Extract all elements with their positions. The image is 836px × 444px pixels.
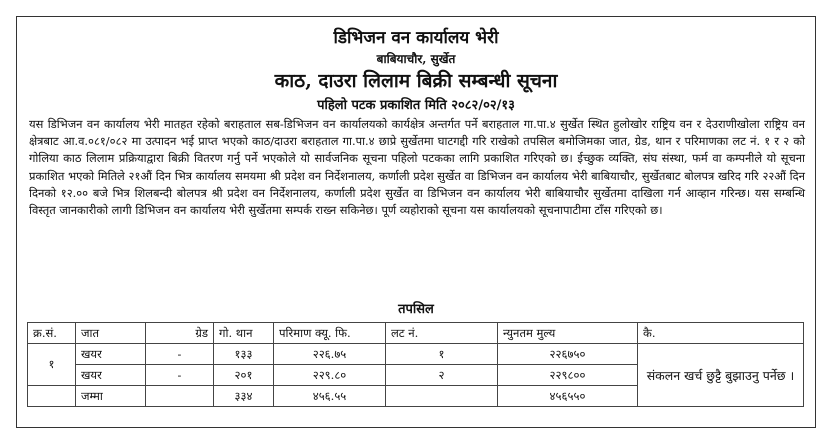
header-min-price: न्युनतम मुल्य [498, 323, 638, 344]
publication-date: पहिलो पटक प्रकाशित मिति २०८२/०२/१३ [317, 98, 515, 113]
notice-body [29, 116, 805, 219]
table-header-row [28, 323, 804, 344]
total-min-price: ४५६५५० [498, 386, 638, 407]
table-row [28, 344, 804, 365]
logs-cell: १३३ [214, 344, 274, 365]
header-volume: परिमाण क्यू. फि. [274, 323, 386, 344]
total-empty-cell [28, 386, 76, 407]
notice-frame [16, 16, 816, 428]
header-species: जात [76, 323, 146, 344]
header-serial: क्र.सं. [28, 323, 76, 344]
remark-cell: संकलन खर्च छुट्टै बुझाउनु पर्नेछ । [638, 344, 804, 407]
volume-cell: २२६.७५ [274, 344, 386, 365]
notice-body-text: यस डिभिजन वन कार्यालय भेरी मातहत रहेको बराहताल सब-डिभिजन वन कार्यालयको कार्यक्षेत्र अन्तर्गत पर्ने बराहताल गा.पा.४ सुर्खेत स्थित हुलोखोर राष्ट्रिय वन र देउराणीखोला राष्ट्रिय वन क्षेत्रबाट आ.व.०८१/०८२ मा उत्पादन भई प्राप्त भएको काठ/दाउरा बराहताल गा.पा.४ छाप्रे सुर्खेतमा घाटगद्दी गरि राखेको तपसिल बमोजिमका जात, ग्रेड, थान र परिमाणका लट नं. १ र २ को गोलिया काठ लिलाम प्रक्रियाद्वारा बिक्री वितरण गर्नु पर्ने भएकोले यो सार्वजनिक सूचना पहिलो पटकका लागि प्रकाशित गरिएको छ। ईच्छुक व्यक्ति, संघ संस्था, फर्म वा कम्पनीले यो सूचना प्रकाशित भएको मितिले २१औं दिन भित्र कार्यालय समयमा श्री प्रदेश वन निर्देशनालय, कर्णाली प्रदेश सुर्खेत वा डिभिजन वन कार्यालय भेरी बाबियाचौर, सुर्खेतबाट बोलपत्र खरिद गरि २२औं दिन दिनको १२.०० बजे भित्र शिलबन्दी बोलपत्र श्री प्रदेश वन निर्देशनालय, कर्णाली प्रदेश सुर्खेत वा डिभिजन वन कार्यालय भेरी बाबियाचौर सुर्खेतमा दाखिला गर्न आव्हान गरिन्छ। यस सम्बन्धि विस्तृत जानकारीको लागी डिभिजन वन कार्यालय भेरी सुर्खेतमा सम्पर्क राख्न सकिनेछ। पूर्ण व्यहोराको सूचना यस कार्यालयको सूचनापाटीमा टाँस गरिएको छ। [29, 117, 805, 218]
header-logs: गो. थान [214, 323, 274, 344]
min-price-cell: २२९८०० [498, 365, 638, 386]
lot-cell: २ [386, 365, 498, 386]
species-cell: खयर [76, 344, 146, 365]
total-volume: ४५६.५५ [274, 386, 386, 407]
header-remarks: कै. [638, 323, 804, 344]
total-label: जम्मा [76, 386, 146, 407]
total-empty-cell [146, 386, 214, 407]
grade-cell: - [146, 344, 214, 365]
header-grade: ग्रेड [146, 323, 214, 344]
min-price-cell: २२६७५० [498, 344, 638, 365]
lot-cell: १ [386, 344, 498, 365]
details-heading: तपसिल [398, 302, 434, 317]
volume-cell: २२९.८० [274, 365, 386, 386]
office-title: डिभिजन वन कार्यालय भेरी [333, 28, 499, 48]
notice-title: काठ, दाउरा लिलाम बिक्री सम्बन्धी सूचना [274, 70, 558, 92]
office-location: बाबियाचौर, सुर्खेत [376, 52, 456, 66]
serial-cell: १ [28, 344, 76, 386]
header-lot: लट नं. [386, 323, 498, 344]
species-cell: खयर [76, 365, 146, 386]
total-empty-cell [386, 386, 498, 407]
logs-cell: २०१ [214, 365, 274, 386]
lot-details-table [27, 322, 804, 407]
total-logs: ३३४ [214, 386, 274, 407]
grade-cell: - [146, 365, 214, 386]
